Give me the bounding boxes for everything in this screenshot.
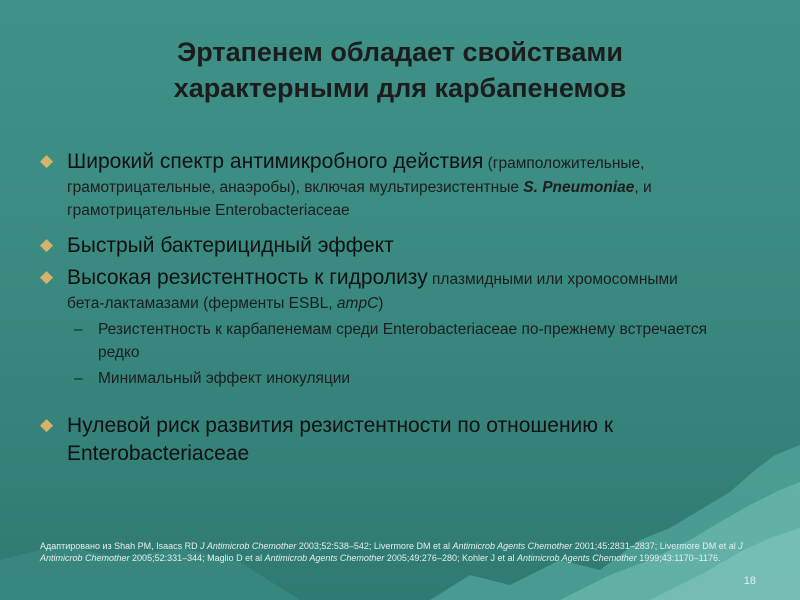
dash-bullet-icon: – [74,321,83,338]
diamond-bullet-icon: ◆ [40,267,54,287]
bullet-heading: Высокая резистентность к гидролизу [67,266,428,289]
bullet-text: грамотрицательные Enterobacteriaceae [67,202,350,219]
page-number: 18 [743,575,756,587]
bullet-paren-text: (грамположительные, [483,155,645,172]
dash-bullet-icon: – [74,370,83,387]
title-line-2: характерными для карбапенемов [173,73,627,103]
diamond-bullet-icon: ◆ [40,151,54,171]
sub-bullet-inoculum [40,367,760,390]
title-line-1: Эртапенем обладает свойствами [177,37,623,67]
bullet-italic-text: S. Pneumoniae [523,179,635,196]
bullet-italic-text: ampC [336,295,379,312]
bullet-heading: Широкий спектр антимикробного действия [67,150,484,173]
bullet-item-resistance [40,264,760,315]
bullet-text: бета-лактамазами (ферменты ESBL, [67,295,337,312]
bullet-text: ) [378,295,384,312]
bullet-heading-line2: Enterobacteriaceae [67,442,250,465]
bullet-text: , и [634,179,652,196]
bullet-text: плазмидными или хромосомными [427,271,678,288]
bullet-item-bactericidal [40,232,760,260]
sub-bullet-text: Резистентность к карбапенемам среди Enterobacteriaceae по-прежнему встречается редко [98,321,708,361]
bullet-item-spectrum [40,148,760,222]
sub-bullet-text: Минимальный эффект инокуляции [98,370,351,387]
slide-title [60,34,740,106]
sub-bullet-carbapenem [40,318,760,364]
reference-footnote: Адаптировано из Shah PM, Isaacs RD J Antimicrob Chemother 2003;52:538–542; Livermore DM et al Antimicrob Agents Chemother 2001;45:2831–2837; Livermore DM et al J Antimicrob Chemother 2005;52:331–344; Maglio D et al Antimicrob Agents Chemother 2005;49:276–280; Kohler J et al Antimicrob Agents Chemother 1999;43:1170–1176. [40,541,743,563]
bullet-heading: Нулевой риск развития резистентности по отношению к [67,414,614,437]
bullet-item-zero-risk [40,412,760,468]
bullet-heading: Быстрый бактерицидный эффект [67,234,394,257]
bullet-list [40,148,760,468]
diamond-bullet-icon: ◆ [40,415,54,435]
bullet-text: грамотрицательные, анаэробы), включая мультирезистентные [67,179,524,196]
diamond-bullet-icon: ◆ [40,235,54,255]
